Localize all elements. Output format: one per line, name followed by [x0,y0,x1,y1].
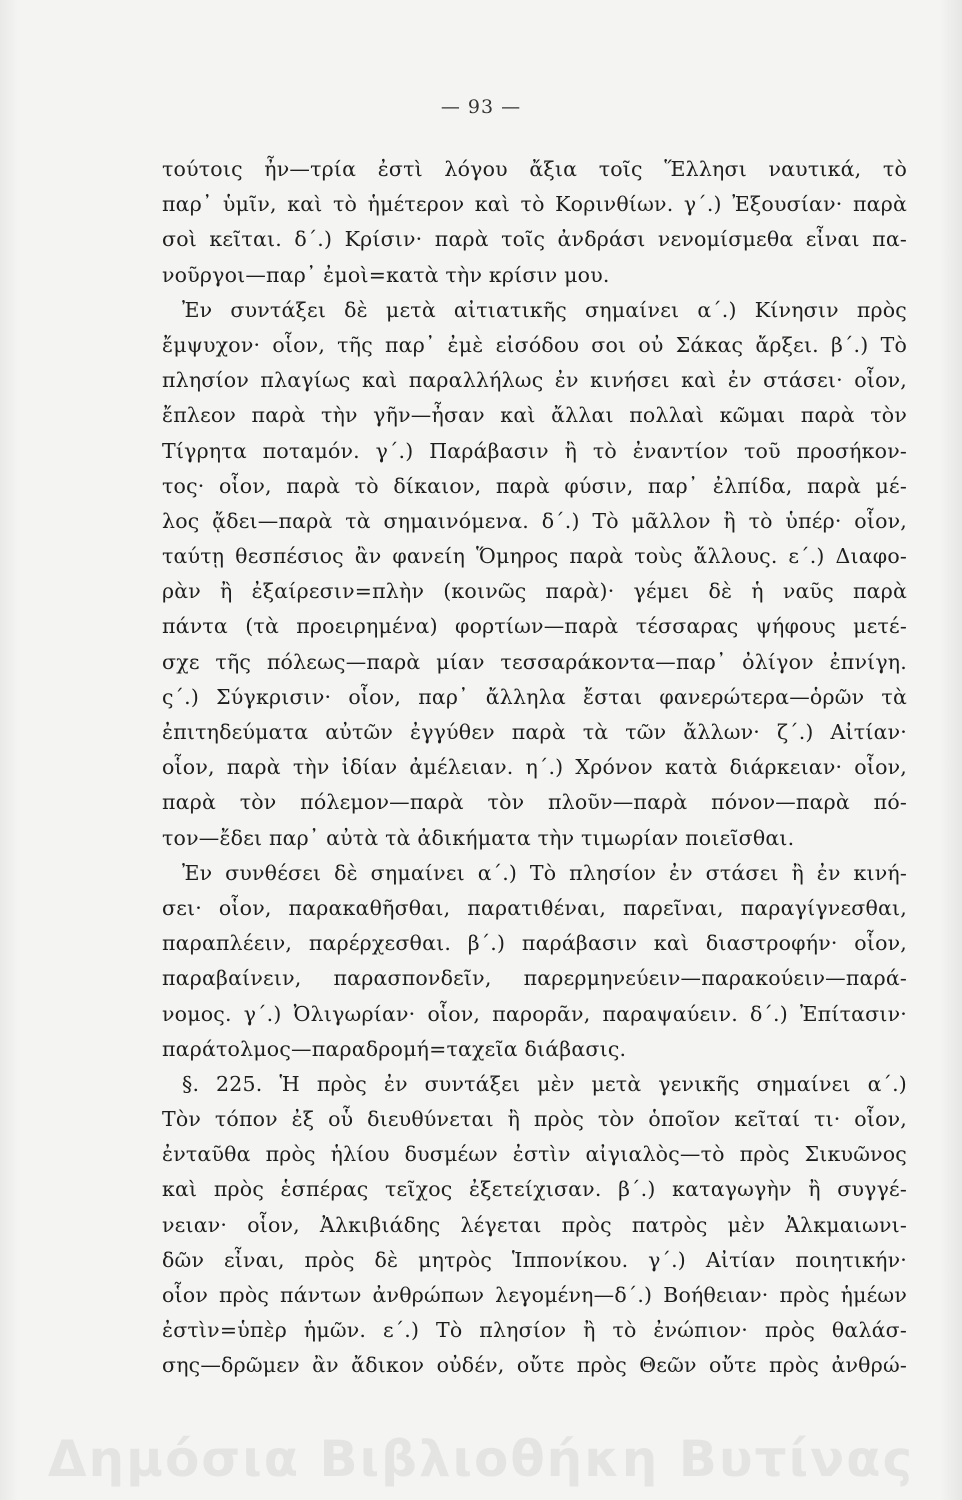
text-line: Τὸν τόπον ἐξ οὗ διευθύνεται ἢ πρὸς τὸν ὁποῖον κεῖταί τι· οἷον, [162,1107,907,1132]
text-line: καὶ πρὸς ἑσπέρας τεῖχος ἐξετείχισαν. β΄.) καταγωγὴν ἢ συγγέ- [162,1177,907,1202]
text-line: §. 225. Ἡ πρὸς ἐν συντάξει μὲν μετὰ γενικῆς σημαίνει α΄.) [182,1071,907,1096]
text-line: σης—δρῶμεν ἂν ἄδικον οὐδέν, οὔτε πρὸς Θεῶν οὔτε πρὸς ἀνθρώ- [162,1353,907,1378]
text-line: νομος. γ΄.) Ὀλιγωρίαν· οἷον, παρορᾶν, παραψαύειν. δ΄.) Ἐπίτασιν· [162,1001,907,1026]
text-line: λος ᾄδει—παρὰ τὰ σημαινόμενα. δ΄.) Τὸ μᾶλλον ἢ τὸ ὑπέρ· οἷον, [162,508,907,533]
text-line: ἔπλεον παρὰ τὴν γῆν—ἦσαν καὶ ἄλλαι πολλαὶ κῶμαι παρὰ τὸν [162,403,907,428]
text-line: παραπλέειν, παρέρχεσθαι. β΄.) παράβασιν καὶ διαστροφήν· οἷον, [162,931,907,956]
text-line: παρὰ τὸν πόλεμον—παρὰ τὸν πλοῦν—παρὰ πόνον—παρὰ πό- [162,790,907,815]
text-line: ἐστὶν=ὑπὲρ ἡμῶν. ε΄.) Τὸ πλησίον ἢ τὸ ἐνώπιον· πρὸς θαλάσ- [162,1318,907,1343]
text-line: παράτολμος—παραδρομή=ταχεῖα διάβασις. [162,1036,627,1061]
text-line: πλησίον πλαγίως καὶ παραλλήλως ἐν κινήσει καὶ ἐν στάσει· οἷον, [162,368,907,393]
text-line: ταύτῃ θεσπέσιος ἂν φανείη Ὅμηρος παρὰ τοὺς ἄλλους. ε΄.) Διαφο- [162,544,907,569]
text-line: ρὰν ἢ ἐξαίρεσιν=πλὴν (κοινῶς παρὰ)· γέμει δὲ ἡ ναῦς παρὰ [162,579,907,604]
text-line: οἷον πρὸς πάντων ἀνθρώπων λεγομένη—δ΄.) Βοήθειαν· πρὸς ἡμέων [162,1283,907,1307]
text-line: σει· οἷον, παρακαθῆσθαι, παρατιθέναι, παρεῖναι, παραγίγνεσθαι, [162,895,907,920]
text-line: παραβαίνειν, παρασπονδεῖν, παρερμηνεύειν—παρακούειν—παρά- [162,966,907,991]
library-watermark: Δημόσια Βιβλιοθήκη Βυτίνας [47,1430,915,1488]
text-line: τος· οἷον, παρὰ τὸ δίκαιον, παρὰ φύσιν, παρ᾽ ἐλπίδα, παρὰ μέ- [162,473,907,498]
text-line: οἷον, παρὰ τὴν ἰδίαν ἀμέλειαν. η΄.) Χρόνον κατὰ διάρκειαν· οἷον, [162,755,907,780]
text-line: σοὶ κεῖται. δ΄.) Κρίσιν· παρὰ τοῖς ἀνδράσι νενομίσμεθα εἶναι πα- [162,227,907,252]
text-line: ἔμψυχον· οἷον, τῆς παρ᾽ ἐμὲ εἰσόδου σοι οὐ Σάκας ἄρξει. β΄.) Τὸ [162,332,907,357]
text-line: πάντα (τὰ προειρημένα) φορτίων—παρὰ τέσσαρας ψήφους μετέ- [162,614,907,639]
text-line: Τίγρητα ποταμόν. γ΄.) Παράβασιν ἢ τὸ ἐναντίον τοῦ προσήκον- [162,438,907,463]
text-line: νειαν· οἷον, Ἀλκιβιάδης λέγεται πρὸς πατρὸς μὲν Ἀλκμαιωνι- [162,1212,907,1237]
text-line: νοῦργοι—παρ᾽ ἐμοὶ=κατὰ τὴν κρίσιν μου. [162,262,610,287]
text-line: παρ᾽ ὑμῖν, καὶ τὸ ἡμέτερον καὶ τὸ Κορινθίων. γ΄.) Ἐξουσίαν· παρὰ [162,192,907,217]
text-line: ἐνταῦθα πρὸς ἡλίου δυσμέων ἐστὶν αἰγιαλὸς—τὸ πρὸς Σικυῶνος [162,1142,907,1167]
text-line: Ἐν συνθέσει δὲ σημαίνει α΄.) Τὸ πλησίον ἐν στάσει ἢ ἐν κινή- [182,860,907,885]
text-line: Ἐν συντάξει δὲ μετὰ αἰτιατικῆς σημαίνει α΄.) Κίνησιν πρὸς [182,297,907,322]
text-line: σχε τῆς πόλεως—παρὰ μίαν τεσσαράκοντα—παρ᾽ ὀλίγον ἐπνίγη. [162,649,907,674]
text-line: τούτοις ἦν—τρία ἐστὶ λόγου ἄξια τοῖς Ἕλλησι ναυτικά, τὸ [162,157,907,181]
page-number: — 93 — [440,96,522,118]
text-line: ς΄.) Σύγκρισιν· οἷον, παρ᾽ ἄλληλα ἔσται φανερώτερα—ὁρῶν τὰ [162,684,907,709]
text-line: δῶν εἶναι, πρὸς δὲ μητρὸς Ἱππονίκου. γ΄.) Αἰτίαν ποιητικήν· [162,1247,907,1272]
body-text [162,152,907,1384]
text-line: τον—ἔδει παρ᾽ αὐτὰ τὰ ἀδικήματα τὴν τιμωρίαν ποιεῖσθαι. [162,825,795,850]
text-line: ἐπιτηδεύματα αὐτῶν ἐγγύθεν παρὰ τὰ τῶν ἄλλων· ζ΄.) Αἰτίαν· [162,720,907,744]
